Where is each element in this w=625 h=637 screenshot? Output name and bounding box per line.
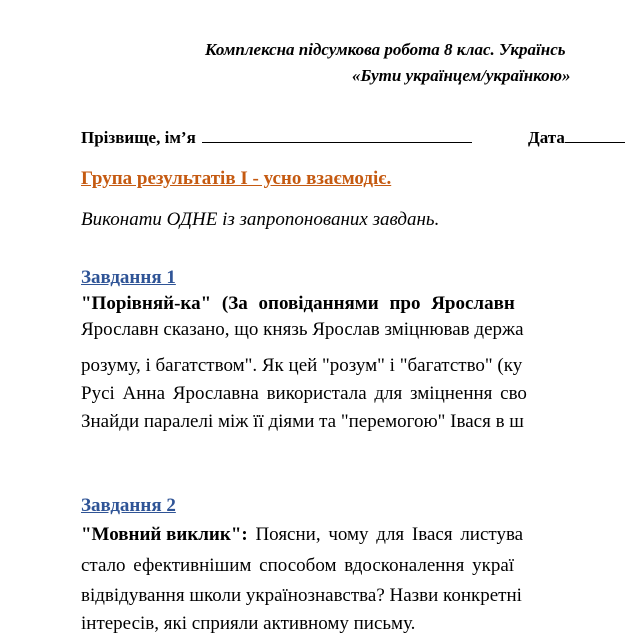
task-1-text-1: (За оповіданнями про Ярославн bbox=[211, 293, 515, 314]
task-1-line-2: Ярославн сказано, що князь Ярослав зміцнював держа bbox=[81, 319, 524, 340]
group-heading: Група результатів І - усно взаємодіє. bbox=[81, 168, 392, 189]
task-2-title: "Мовний виклик": bbox=[81, 524, 248, 545]
task-2-line-2: стало ефективнішим способом вдосконалення украї bbox=[81, 555, 515, 576]
task-2-line-4: інтересів, які сприяли активному письму. bbox=[81, 613, 416, 634]
task-1-line-4: Русі Анна Ярославна використала для зміцнення сво bbox=[81, 383, 527, 404]
task-1-line-3: розуму, і багатством". Як цей "розум" і "багатство" (ку bbox=[81, 355, 523, 376]
date-label: Дата bbox=[528, 128, 565, 147]
instruction-text: Виконати ОДНЕ із запропонованих завдань. bbox=[81, 209, 440, 230]
task-2-line-3: відвідування школи українознавства? Назви конкретні bbox=[81, 585, 522, 606]
task-2-line-1 bbox=[81, 524, 523, 546]
task-1-line-1 bbox=[81, 293, 515, 315]
task-2-heading: Завдання 2 bbox=[81, 495, 176, 516]
name-blank bbox=[202, 128, 472, 143]
task-1-title: "Порівняй-ка" bbox=[81, 293, 212, 314]
date-blank bbox=[565, 128, 625, 143]
document-title: Комплексна підсумкова робота 8 клас. Українсь bbox=[205, 40, 566, 59]
document-subtitle: «Бути українцем/українкою» bbox=[352, 66, 571, 85]
name-label: Прізвище, ім’я bbox=[81, 128, 196, 147]
task-1-heading: Завдання 1 bbox=[81, 267, 176, 288]
name-field bbox=[81, 128, 472, 148]
date-field bbox=[528, 128, 625, 148]
task-1-line-5: Знайди паралелі між її діями та "перемогою" Івася в ш bbox=[81, 411, 524, 432]
task-2-text-1: Поясни, чому для Івася листува bbox=[247, 524, 524, 545]
